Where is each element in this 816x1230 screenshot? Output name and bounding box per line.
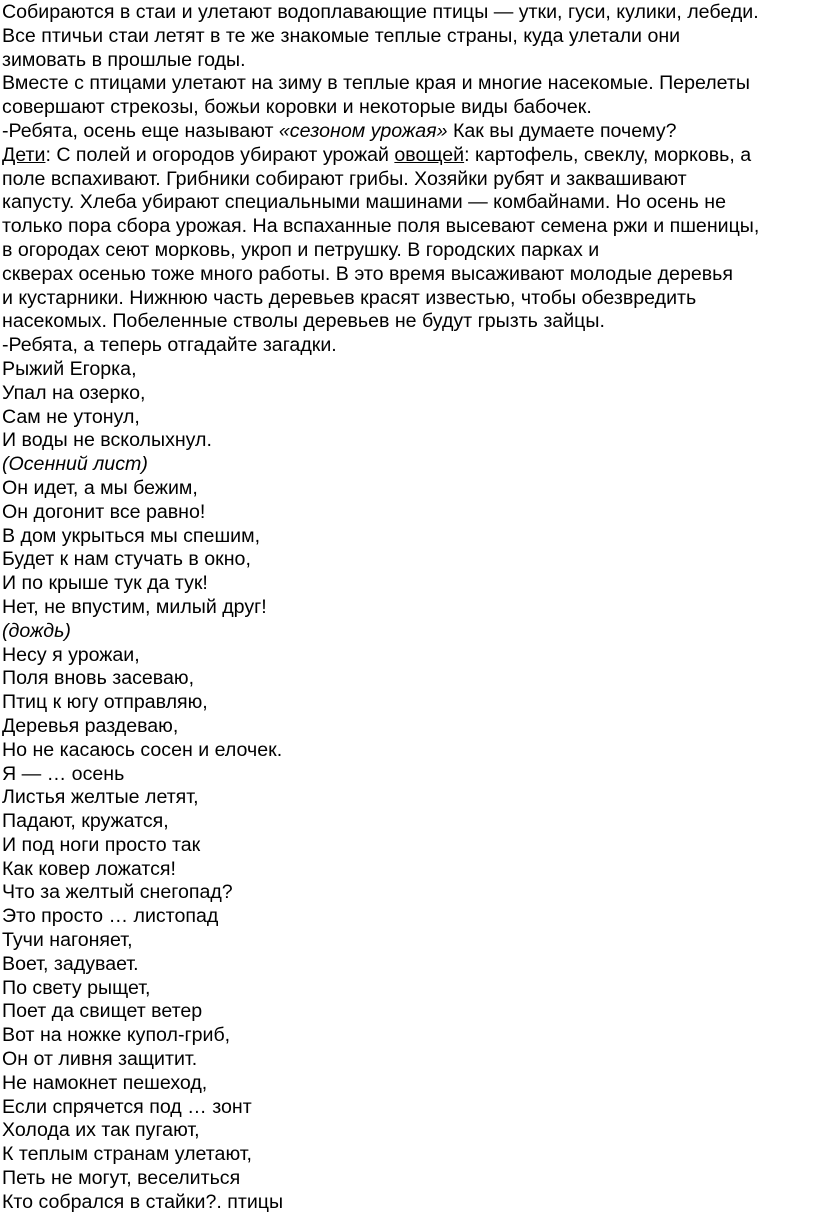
riddle-line: Тучи нагоняет,: [2, 929, 133, 952]
text-line: Собираются в стаи и улетают водоплавающие птицы — утки, гуси, кулики, лебеди.: [2, 1, 759, 23]
answer-text-end: : картофель, свеклу, морковь, а: [464, 143, 752, 166]
riddle-line: И воды не всколыхнул.: [2, 429, 212, 452]
riddle-line: Не намокнет пешеход,: [2, 1071, 208, 1094]
text-line: поле вспахивают. Грибники собирают грибы. Хозяйки рубят и заквашивают: [2, 167, 687, 190]
text-line: Вместе с птицами улетают на зиму в теплые края и многие насекомые. Перелеты: [2, 72, 750, 95]
riddles-list: [2, 644, 816, 1215]
riddle-answer: (дождь): [2, 619, 71, 642]
riddle-line: Несу я урожаи,: [2, 643, 140, 666]
riddle-line: Будет к нам стучать в окно,: [2, 548, 251, 571]
answer-first-line: [2, 144, 816, 168]
riddle-line: Птиц к югу отправляю,: [2, 691, 208, 714]
riddle-line: По свету рыщет,: [2, 976, 151, 999]
riddle-line: Деревья раздеваю,: [2, 714, 179, 737]
riddle-line: Поет да свищет ветер: [2, 1000, 203, 1023]
riddle-line: Нет, не впустим, милый друг!: [2, 595, 267, 618]
riddle-line: К теплым странам улетают,: [2, 1143, 252, 1166]
text-line: в огородах сеют морковь, укроп и петрушку. В городских парках и: [2, 238, 600, 261]
text-line: только пора сбора урожая. На вспаханные поля высевают семена ржи и пшеницы,: [2, 215, 760, 238]
text-line: зимовать в прошлые годы.: [2, 48, 246, 71]
text-line: скверах осенью тоже много работы. В это время высаживают молодые деревья: [2, 262, 733, 285]
text-line: и кустарники. Нижнюю часть деревьев красят известью, чтобы обезвредить: [2, 286, 697, 309]
riddle-line: Если спрячется под … зонт: [2, 1095, 252, 1118]
riddle-line: Воет, задувает.: [2, 952, 139, 975]
answer-text: : С полей и огородов убирают урожай: [45, 143, 395, 166]
question-text-end: Как вы думаете почему?: [447, 119, 677, 142]
riddle-line: Петь не могут, веселиться: [2, 1167, 241, 1190]
riddle-line: Холода их так пугают,: [2, 1119, 200, 1142]
text-line: Все птичьи стаи летят в те же знакомые теплые страны, куда улетали они: [2, 24, 681, 47]
riddle-answer: (Осенний лист): [2, 453, 148, 476]
riddle-line: Поля вновь засеваю,: [2, 667, 195, 690]
riddle-rain: [2, 477, 816, 644]
children-answer: [2, 144, 816, 334]
riddles-intro: -Ребята, а теперь отгадайте загадки.: [2, 334, 337, 357]
riddle-line: Как ковер ложатся!: [2, 857, 176, 880]
riddle-line: Упал на озерко,: [2, 381, 146, 404]
riddle-line: Он догонит все равно!: [2, 500, 206, 523]
riddle-line: Кто собрался в стайки?. птицы: [2, 1190, 284, 1213]
riddle-line: Листья желтые летят,: [2, 786, 199, 809]
riddle-line: И по крыше тук да тук!: [2, 572, 208, 595]
text-line: совершают стрекозы, божьи коровки и некоторые виды бабочек.: [2, 96, 592, 119]
paragraph-insects: [2, 72, 816, 120]
riddle-line: Падают, кружатся,: [2, 810, 169, 833]
riddle-line: В дом укрыться мы спешим,: [2, 524, 261, 547]
riddle-line: И под ноги просто так: [2, 833, 201, 856]
riddle-autumn-leaf: [2, 358, 816, 477]
text-line: капусту. Хлеба убирают специальными машинами — комбайнами. Но осень не: [2, 191, 727, 214]
paragraph-migrating-birds: [2, 1, 816, 72]
question-quote: «сезоном урожая»: [278, 119, 448, 142]
question-text: -Ребята, осень еще называют: [2, 119, 279, 142]
riddle-line: Он идет, а мы бежим,: [2, 476, 198, 499]
riddle-line: Вот на ножке купол-гриб,: [2, 1024, 231, 1047]
riddle-line: Он от ливня защитит.: [2, 1048, 198, 1071]
teacher-question: [2, 120, 816, 144]
riddle-line: Что за желтый снегопад?: [2, 881, 233, 904]
text-line: насекомых. Побеленные стволы деревьев не будут грызть зайцы.: [2, 310, 605, 333]
speaker-label: Дети: [2, 143, 46, 166]
riddle-line: Это просто … листопад: [2, 905, 219, 928]
riddle-line: Рыжий Егорка,: [2, 357, 137, 380]
underlined-word: овощей: [394, 143, 465, 166]
riddle-line: Но не касаюсь сосен и елочек.: [2, 738, 283, 761]
riddle-line: Я — … осень: [2, 762, 125, 785]
riddle-line: Сам не утонул,: [2, 405, 140, 428]
